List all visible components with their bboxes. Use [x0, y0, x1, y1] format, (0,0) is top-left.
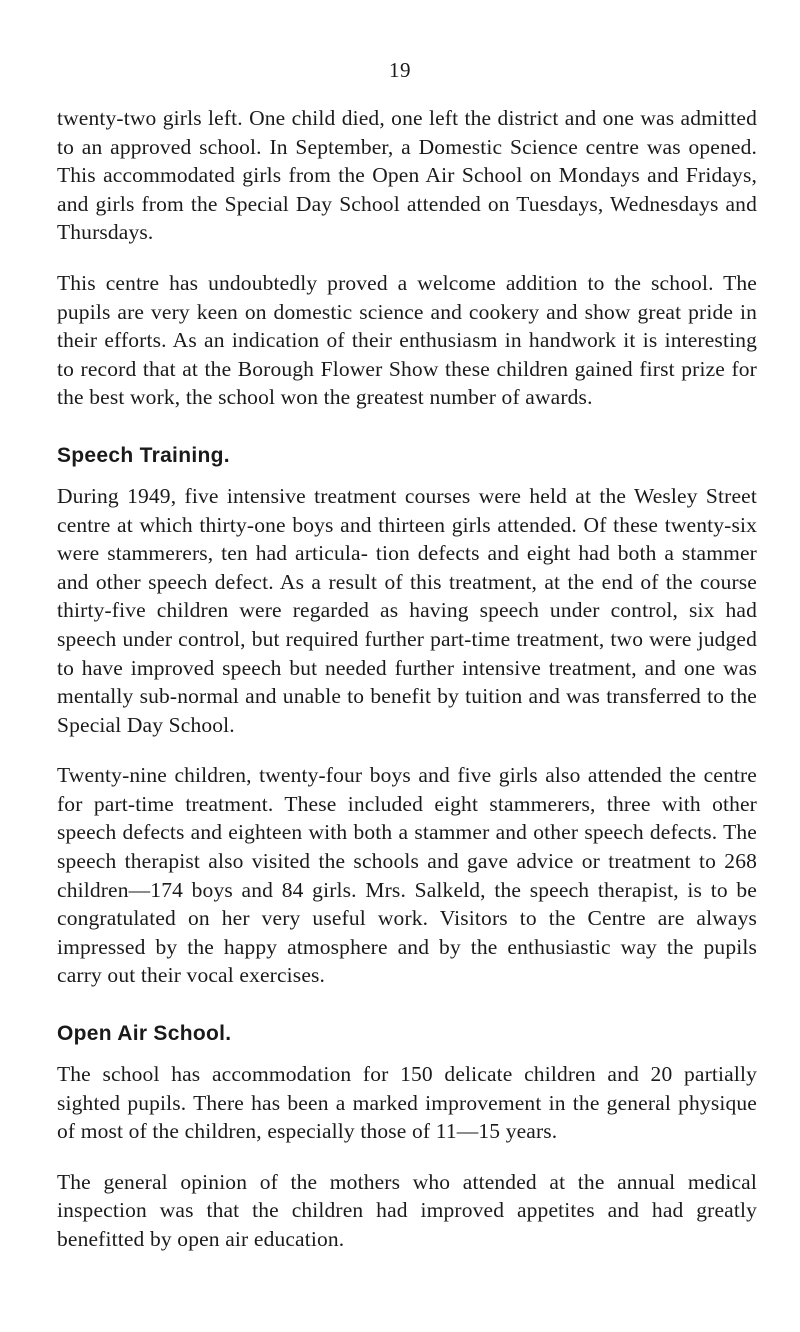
paragraph: twenty-two girls left. One child died, one left the district and one was admitted to an approved school. In September, a Domestic Science centre was opened. This accommodated girls from the Open Air School on Mondays and Fridays, and girls from the Special Day School attended on Tuesdays, Wednesdays and Thursdays.	[57, 106, 757, 245]
paragraph: The school has accommodation for 150 delicate children and 20 partially sighted pupils. There has been a marked improvement in the general physique of most of the children, especially those of 11—15 years.	[57, 1062, 757, 1144]
section-heading-speech-training: Speech Training.	[57, 443, 230, 467]
paragraph: Twenty-nine children, twenty-four boys and five girls also attended the centre for part-time treatment. These included eight stammerers, three with other speech defects and eighteen with both a stammer and other speech defects. The speech therapist also visited the schools and gave advice or treatment to 268 children—174 boys and 84 girls. Mrs. Salkeld, the speech therapist, is to be congratulated on her very useful work. Visitors to the Centre are always impressed by the happy atmosphere and by the enthusiastic way the pupils carry out their vocal exercises.	[57, 763, 757, 988]
page-number: 19	[389, 58, 411, 82]
paragraph: During 1949, five intensive treatment courses were held at the Wesley Street centre at which thirty-one boys and thirteen girls attended. Of these twenty-six were stammerers, ten had articula- tion defects and eight had both a stammer and other speech defect. As a result of this treatment, at the end of the course thirty-five children were regarded as having speech under control, six had speech under control, but required further part-time treatment, two were judged to have improved speech but needed further intensive treatment, and one was mentally sub-normal and unable to benefit by tuition and was transferred to the Special Day School.	[57, 483, 757, 737]
intro-section	[57, 104, 757, 412]
open-air-school-section	[57, 1020, 757, 1254]
section-heading-open-air-school: Open Air School.	[57, 1022, 232, 1046]
page-content	[57, 104, 757, 1254]
paragraph: This centre has undoubtedly proved a welcome addition to the school. The pupils are very keen on domestic science and cookery and show great pride in their efforts. As an indication of their enthusiasm in handwork it is interesting to record that at the Borough Flower Show these children gained first prize for the best work, the school won the greatest number of awards.	[57, 270, 757, 410]
paragraph: The general opinion of the mothers who attended at the annual medical inspection was that the children had improved appetites and had greatly benefitted by open air education.	[57, 1169, 757, 1251]
speech-training-section	[57, 442, 757, 990]
